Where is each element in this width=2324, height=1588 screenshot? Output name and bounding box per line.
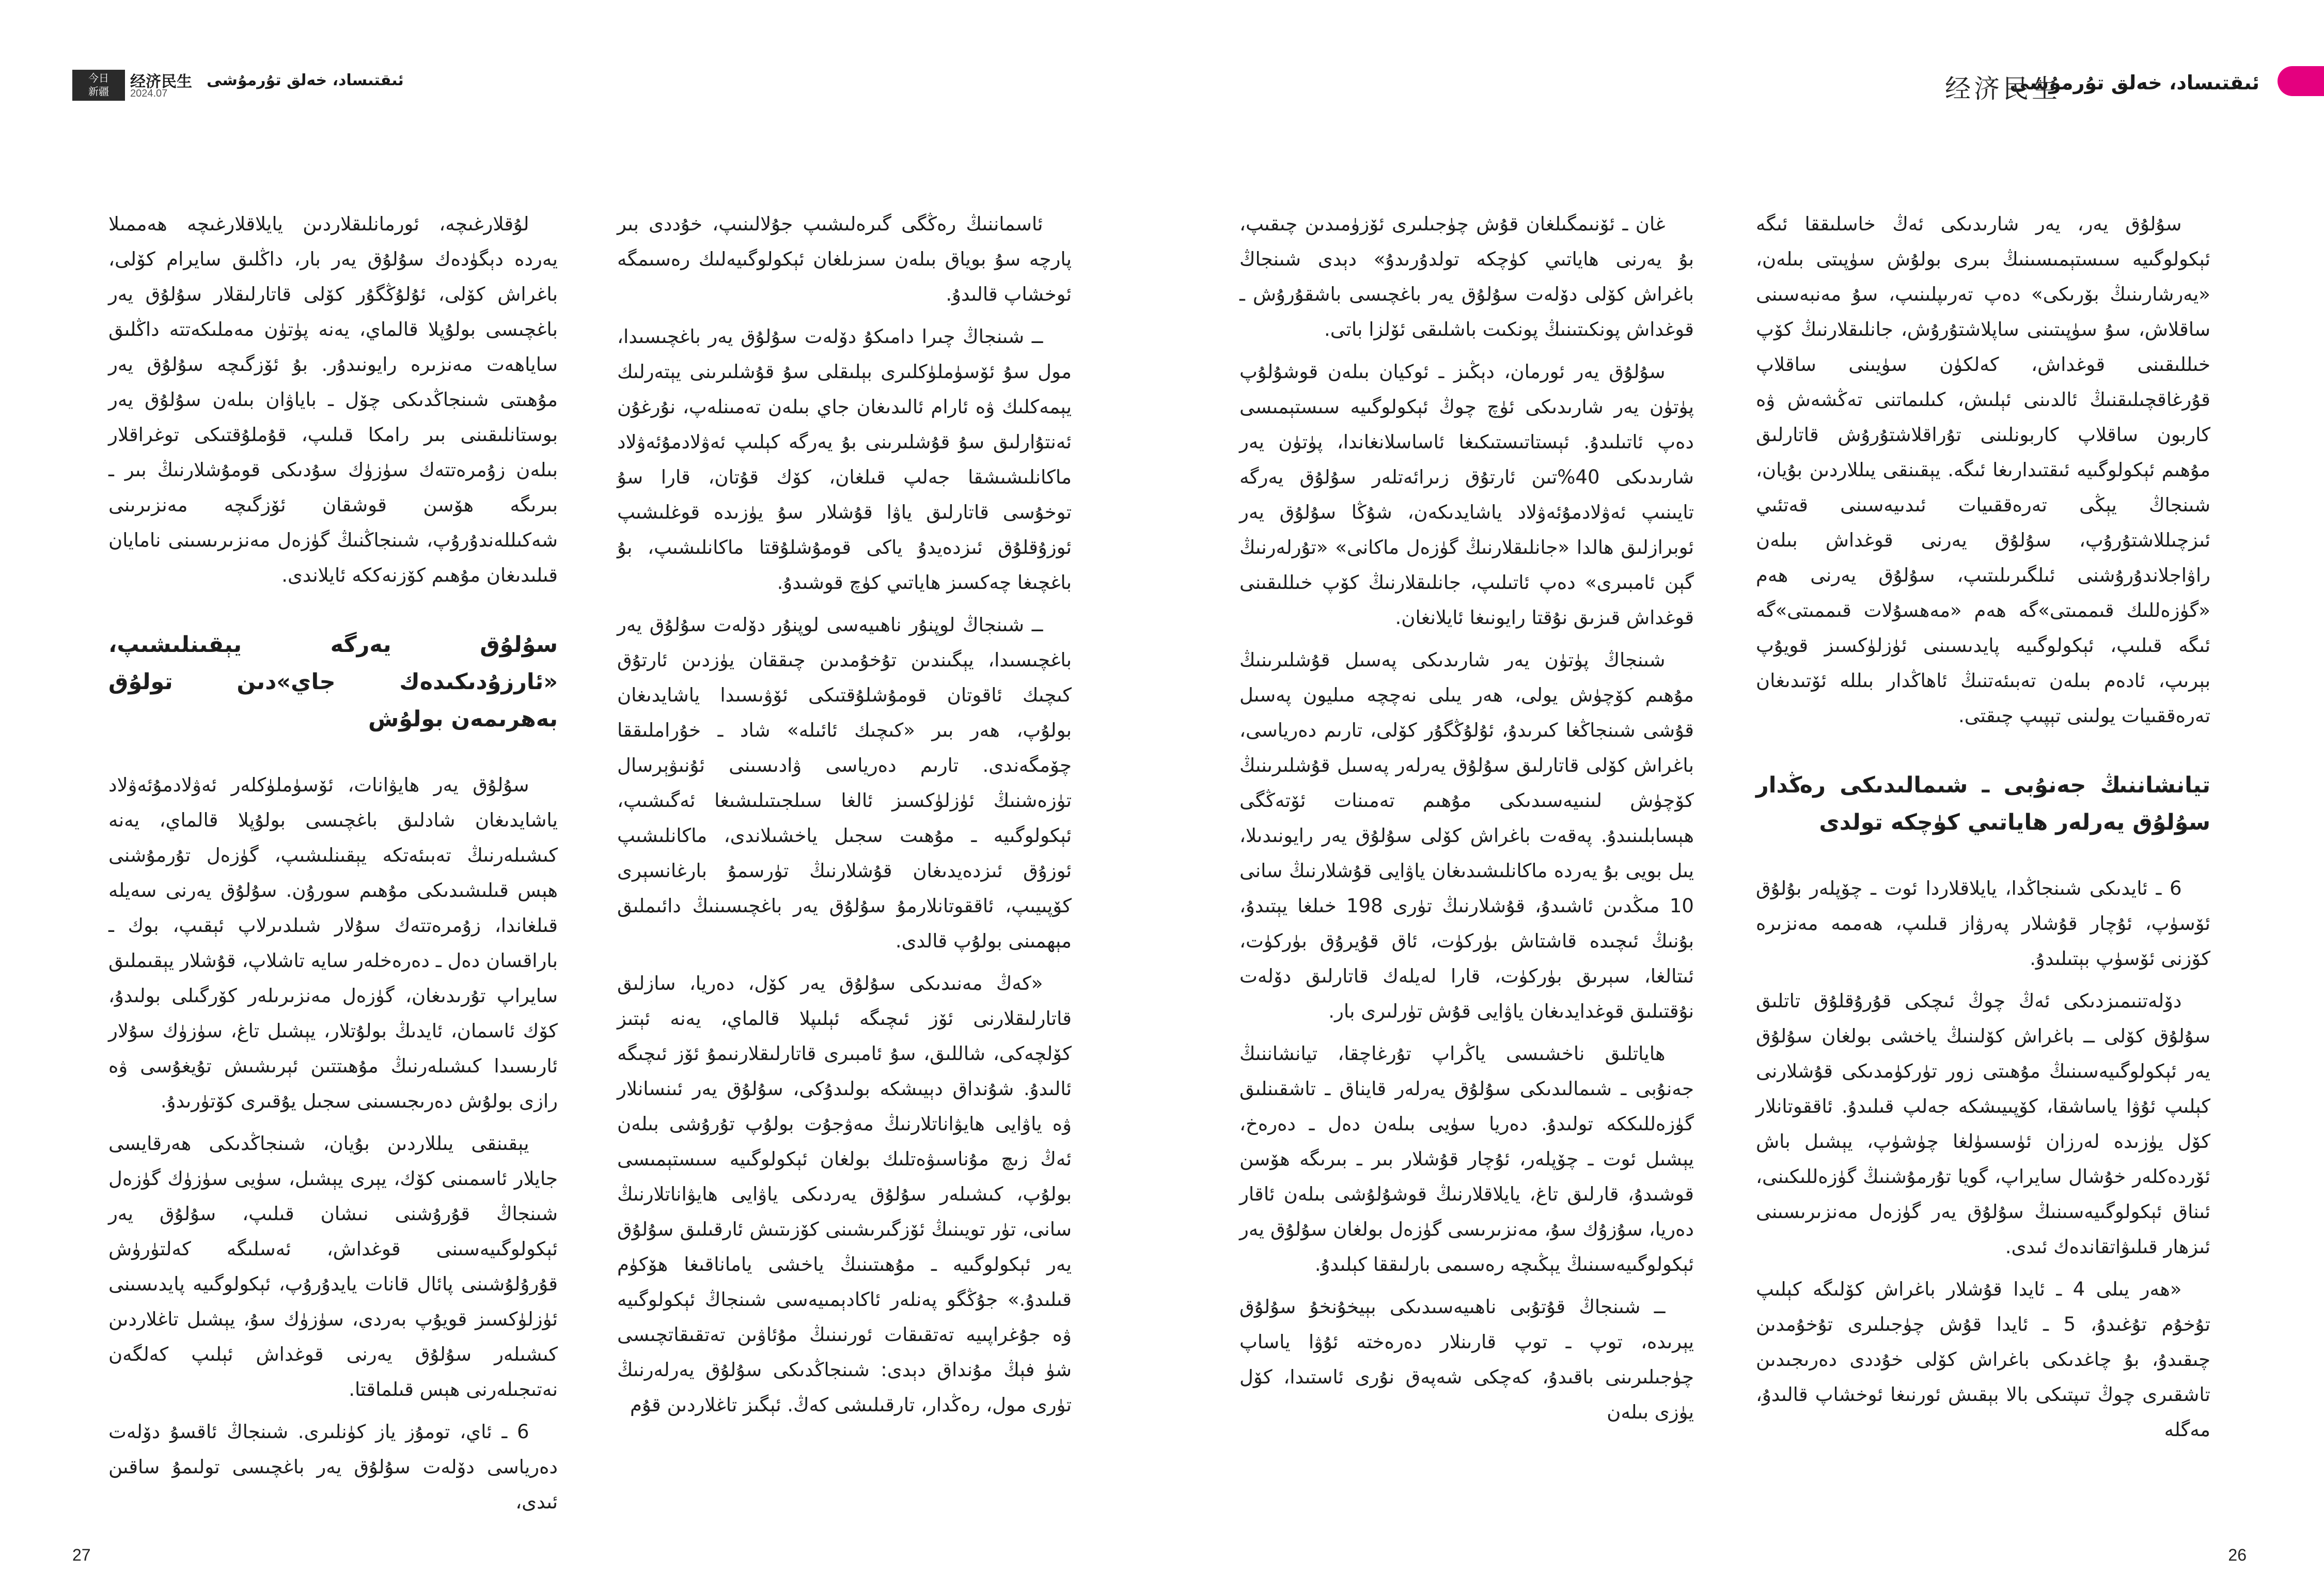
right-page-column-2: [1239, 207, 1694, 1437]
paragraph: دۆلەتنىمىزدىكى ئەڭ چوڭ ئىچكى قۇرۇقلۇق تاتلىق سۇلۇق كۆلى ــ باغراش كۆلىنىڭ ياخشى بولغان سۇلۇق يەر ئېكولوگىيەسىنىڭ مۇھىتى زور تۈركۈمدىكى قۇشلارنى كېلىپ ئۇۋا ياساشقا، كۆپىيىشكە جەلپ قىلىدۇ. ئاققوتانلار كۆل يۈزىدە لەرزان ئۈسسۈلغا چۈشۈپ، يېشىل باش ئۆردەكلەر خۇشال سايراپ، گويا تۇرمۇشنىڭ گۈزەللىكىنى، ئىناق ئېكولوگىيەسىنىڭ سۇلۇق يەر گۈزەل مەنزىرىسىنى ئىزھار قىلىۋاتقاندەك ئىدى.: [1756, 990, 2210, 1258]
logo-line-1: 今日: [88, 73, 109, 84]
left-page-column-2: [108, 207, 558, 1527]
paragraph: سۇلۇق يەر ئورمان، دېڭىز ـ ئوكيان بىلەن قوشۇلۇپ پۈتۈن يەر شارىدىكى ئۈچ چوڭ ئېكولوگىيە سىستېمىسى دەپ ئاتىلىدۇ. ئېستاتىستىكىغا ئاساسلانغاندا، پۈتۈن يەر شارىدىكى 40%تىن ئارتۇق زىرائەتلەر سۇلۇق يەرگە تايىنىپ ئەۋلادمۇئەۋلاد ياشايدىكەن، شۇڭا سۇلۇق يەر ئوبرازلىق ھالدا «جانلىقلارنىڭ گۈزەل ماكانى» «تۇرلەرنىڭ گېن ئامبىرى» دەپ ئاتىلىپ، جانلىقلارنىڭ كۆپ خىللىقىنى قوغداش قىزىق نۇقتا رايونىغا ئايلانغان.: [1239, 361, 1694, 629]
paragraph: سۇلۇق يەر، يەر شارىدىكى ئەڭ خاسلىققا ئىگە ئېكولوگىيە سىستېمىسىنىڭ بىرى بولۇش سۈپىتى بىلەن، «يەرشارىنىڭ بۆرىكى» دەپ تەرىپلىنىپ، سۇ مەنبەسىنى ساقلاش، سۇ سۈپىتىنى ساپلاشتۇرۇش، جانلىقلارنىڭ كۆپ خىللىقىنى قوغداش، كەلكۈن سۈيىنى ساقلاپ قۇرغاقچىلىقنىڭ ئالدىنى ئېلىش، كىلىماتنى تەڭشەش ۋە كاربون ساقلاپ كاربونلىنى تۇراقلاشتۇرۇش قاتارلىق مۇھىم ئېكولوگىيە ئىقتىدارىغا ئىگە. يېقىنقى يىللاردىن بۇيان، شىنجاڭ يېڭى تەرەققىيات ئىدىيەسىنى قەتئىي ئىزچىللاشتۇرۇپ، سۇلۇق يەرنى قوغداش بىلەن راۋاجلاندۇرۇشنى ئىلگىرىلىتىپ، سۇلۇق يەرنى ھەم «گۈزەللىك قىممىتى»گە ھەم «مەھسۇلات قىممىتى»گە ئىگە قىلىپ، ئېكولوگىيە پايدىسىنى ئۈزلۈكسىز قويۇپ بېرىپ، ئادەم بىلەن تەبىئەتنىڭ ئاھاڭدار بىللە ئۆتىدىغان تەرەققىيات يولىنى تېپىپ چىقتى.: [1756, 213, 2210, 727]
paragraph: «كەڭ مەنىدىكى سۇلۇق يەر كۆل، دەريا، سازلىق قاتارلىقلارنى ئۆز ئىچىگە ئېلىپلا قالماي، يەنە ئېتىز كۆلچەكى، شاللىق، سۇ ئامبىرى قاتارلىقلارنىمۇ ئۆز ئىچىگە ئالىدۇ. شۇنداق دېيىشكە بولىدۇكى، سۇلۇق يەر ئىنسانلار ۋە ياۋايى ھايۋاناتلارنىڭ مەۋجۇت بولۇپ تۇرۇشى بىلەن ئەڭ زىچ مۇناسىۋەتلىك بولغان ئېكولوگىيە سىستېمىسى بولۇپ، كىشىلەر سۇلۇق يەردىكى ياۋايى ھايۋاناتلارنىڭ سانى، تۈر تويىنىڭ ئۆزگىرىشىنى كۆزىتىش ئارقىلىق سۇلۇق يەر ئېكولوگىيە ـ مۇھىتىنىڭ ياخشى ياماناقىغا ھۆكۈم قىلىدۇ.» جۇڭگو پەنلەر ئاكادېمىيەسى شىنجاڭ ئېكولوگىيە ۋە جۇغراپىيە تەتقىقات ئورنىنىڭ مۇئاۋىن تەتقىقاتچىسى شۈ فېڭ مۇنداق دېدى: شىنجاڭدىكى سۇلۇق يەرلەرنىڭ تۈرى مول، رەڭدار، تارقىلىشى كەڭ. ئېگىز تاغلاردىن قۇم: [617, 972, 1072, 1416]
paragraph: ــ شىنجاڭ لوپنۇر ناھىيەسى لوپنۇر دۆلەت سۇلۇق يەر باغچىسىدا، يېگىندىن تۇخۇمدىن چىققان يۈزدىن ئارتۇق كىچىك ئاقوتان قومۇشلۇقتىكى ئۆۋىسىدا ياشايدىغان بولۇپ، ھەر بىر «كىچىك ئائىلە» شاد ـ خۇراملىققا چۆمگەندى. تارىم دەرياسى ۋادىسىنى ئۇنىۋېرسال تۈزەشنىڭ ئۈزلۈكسىز ئالغا سىلجىتىلىشىغا ئەگىشىپ، ئېكولوگىيە ـ مۇھىت سجىل ياخشىلاندى، ماكانلىشىپ ئوزۇق ئىزدەيدىغان قۇشلارنىڭ تۈرسمۇ بارغانسېرى كۆپىيىپ، ئاققوتانلارمۇ سۇلۇق يەر باغچىسىنىڭ دائىملىق مېھمىنى بولۇپ قالدى.: [617, 614, 1072, 952]
left-page-column-1: [617, 207, 1072, 1430]
paragraph: غان ـ ئۆنىمگىلغان قۇش چۈجىلىرى ئۆزۈمىدىن چىقىپ، بۇ يەرنى ھاياتىي كۈچكە تولدۇرىدۇ» دېدى شىنجاڭ باغراش كۆلى دۆلەت سۇلۇق يەر باغچىسى باشقۇرۇش ـ قوغداش پونكىتىنىڭ پونكىت باشلىقى ئۆلزا باتى.: [1239, 213, 1694, 340]
paragraph: «ھەر يىلى 4 ـ ئايدا قۇشلار باغراش كۆلىگە كېلىپ تۇخۇم تۇغىدۇ، 5 ـ ئايدا قۇش چۈجىلىرى تۇخۇمدىن چىقىدۇ، بۇ چاغدىكى باغراش كۆلى خۇددى دەرىجىدىن تاشقىرى چوڭ تىپتىكى بالا بېقىش ئورنىغا ئوخشاپ قالىدۇ، مەگلە: [1756, 1278, 2210, 1441]
paragraph: 6 ـ ئايدىكى شىنجاڭدا، يايلاقلاردا ئوت ـ چۆپلەر بۇلۇق ئۆسۈپ، ئۇچار قۇشلار پەرۋاز قىلىپ، ھەممە مەنزىرە كۆزنى ئۆسۈپ بېتىلىدۇ.: [1756, 877, 2210, 970]
paragraph: سۇلۇق يەر ھايۋانات، ئۆسۈملۈكلەر ئەۋلادمۇئەۋلاد ياشايدىغان شادلىق باغچىسى بولۇپلا قالماي، يەنە كىشىلەرنىڭ تەبىئەتكە يېقىنلىشىپ، گۈزەل تۇرمۇشنى ھېس قىلىشىدىكى مۇھىم سورۇن. سۇلۇق يەرنى سەيلە قىلغاندا، زۇمرەتتەك سۇلار شىلدىرلاپ ئېقىپ، بوك ـ باراقسان دەل ـ دەرەخلەر سايە تاشلاپ، قۇشلار يېقىملىق سايراپ تۇرىدىغان، گۈزەل مەنزىرىلەر كۆرگىلى بولىدۇ، كۆك ئاسمان، ئايدىڭ بولۇتلار، يېشىل تاغ، سۈزۈك سۇلار ئارىسىدا كىشىلەرنىڭ مۇھىتتىن ئېرىشىش تۇيغۇسى ۋە رازى بولۇش دەرىجىسىنى سجىل يۇقىرى كۆتۈرىدۇ.: [108, 774, 558, 1112]
right-page-column-1: [1756, 207, 2210, 1455]
section-heading: سۇلۇق يەرگە يېقىنلىشىپ، «ئارزۇدىكىدەك جاي»دىن تولۇق بەھرىمەن بولۇش: [108, 632, 558, 732]
left-header-chinese: 经济民生: [130, 73, 192, 91]
paragraph: 6 ـ ئاي، تومۇز ياز كۈنلىرى. شىنجاڭ ئاقسۇ دۆلەت دەرياسى دۆلەت سۇلۇق يەر باغچىسى تولىمۇ ساقىن ئىدى،: [108, 1421, 558, 1513]
right-header-chinese: 经济民生: [1945, 74, 2061, 104]
left-header-date: 2024.07: [130, 88, 168, 99]
paragraph: ــ شىنجاڭ چىرا دامىكۇ دۆلەت سۇلۇق يەر باغچىسىدا، مول سۇ ئۆسۈملۈكلىرى بېلىقلى سۇ قۇشلىرىنى يېتەرلىك يېمەكلىك ۋە ئارام ئالىدىغان جاي بىلەن تەمىنلەپ، نۇرغۇن ئەنتۇارلىق سۇ قۇشلىرىنى بۇ يەرگە كېلىپ ئەۋلادمۇئەۋلاد ماكانلىشىشقا جەلپ قىلغان، كۆك قۇتان، قارا سۇ توخۇسى قاتارلىق ياۋا قۇشلار سۇ يۈزىدە قوغلىشىپ ئوزۇقلۇق ئىزدەيدۇ ياكى قومۇشلۇقتا ماكانلىشىپ، بۇ باغچىغا چەكسىز ھاياتىي كۈچ قوشىدۇ.: [617, 325, 1072, 594]
left-header-uyghur: ئىقتىساد، خەلق تۇرمۇشى: [207, 71, 404, 89]
header-accent-tab: [2278, 66, 2324, 96]
paragraph: ئاسماننىڭ رەڭگى گىرەلىشىپ جۇلالىنىپ، خۇددى بىر پارچە سۇ بوياق بىلەن سىزىلغان ئېكولوگىيەلىك رەسىمگە ئوخشاپ قالىدۇ.: [617, 213, 1072, 305]
page-number-right: 26: [2228, 1546, 2247, 1564]
logo-line-2: 新疆: [88, 86, 109, 98]
right-header-uyghur: ئىقتىساد، خەلق تۇرمۇشى: [2009, 71, 2259, 94]
paragraph: يېقىنقى يىللاردىن بۇيان، شىنجاڭدىكى ھەرقايسى جايلار ئاسمىنى كۆك، يېرى يېشىل، سۈيى سۈزۈك گۈزەل شىنجاڭ قۇرۇشنى نىشان قىلىپ، سۇلۇق يەر ئېكولوگىيەسىنى قوغداش، ئەسلىگە كەلتۈرۈش قۇرۇلۇشىنى پائال قانات يايدۇرۇپ، ئېكولوگىيە پايدىسىنى ئۈزلۈكسىز قويۇپ بەردى، سۈزۈك سۇ، يېشىل تاغلاردىن كىشىلەر سۇلۇق يەرنى قوغداش ئېلىپ كەلگەن نەتىجىلەرنى ھېس قىلماقتا.: [108, 1132, 558, 1400]
paragraph: شىنجاڭ پۈتۈن يەر شارىدىكى پەسىل قۇشلىرىنىڭ مۇھىم كۆچۈش يولى، ھەر يىلى نەچچە مىليون پەسىل قۇشى شىنجاڭغا كىرىدۇ، ئۇلۇڭگۇر كۆلى، تارىم دەرياسى، باغراش كۆلى قاتارلىق سۇلۇق يەرلەر پەسىل قۇشلىرىنىڭ كۆچۈش لىنىيەسىدىكى مۇھىم تەمىنات ئۆتەڭگى ھېسابلىنىدۇ. پەقەت باغراش كۆلى سۇلۇق يەر رايونىدىلا، يىل بويى بۇ يەردە ماكانلىشىدىغان ياۋايى قۇشلارنىڭ سانى 10 مىڭدىن ئاشىدۇ، قۇشلارنىڭ تۈرى 198 خىلغا يېتىدۇ، بۇنىڭ ئىچىدە قاشتاش بۈركۈت، ئاق قۇيرۇق بۈركۈت، ئىتالغا، سېرىق بۈركۈت، قارا لەيلەك قاتارلىق دۆلەت نۇقتىلىق قوغدايدىغان ياۋايى قۇش تۈرلىرى بار.: [1239, 649, 1694, 1022]
paragraph: لۇقلارغىچە، ئورمانلىقلاردىن يايلاقلارغىچە ھەممىلا يەردە دېگۈدەك سۇلۇق يەر بار، داڭلىق سايرام كۆلى، باغراش كۆلى، ئۇلۇڭگۇر كۆلى قاتارلىقلار سۇلۇق يەر باغچىسى بولۇپلا قالماي، يەنە پۈتۈن مەملىكەتتە داڭلىق ساياھەت مەنزىرە رايونىدۇر. بۇ ئۆزگىچە سۇلۇق يەر مۇھىتى شىنجاڭدىكى چۆل ـ باياۋان بىلەن سۇلۇق يەر بوستانلىقىنى بىر رامكا قىلىپ، قۇملۇقتىكى توغراقلار بىلەن زۇمرەتتەك سۈزۈك سۇدىكى قومۇشلارنىڭ بىر ـ بىرىگە ھۆسن قوشقان ئۆزگىچە مەنزىرىنى شەكىللەندۇرۇپ، شىنجاڭنىڭ گۈزەل مەنزىرىسىنى نامايان قىلىدىغان مۇھىم كۆزنەككە ئايلاندى.: [108, 213, 558, 586]
section-heading: تيانشاننىڭ جەنۇبى ـ شىمالىدىكى رەڭدار سۇلۇق يەرلەر ھاياتىي كۈچكە تولدى: [1756, 772, 2210, 835]
magazine-logo: [72, 70, 125, 101]
paragraph: ھاياتلىق ناخشىسى ياڭراپ تۇرغاچقا، تيانشاننىڭ جەنۇبى ـ شىمالىدىكى سۇلۇق يەرلەر قايناق ـ تاشقىنلىق گۈزەللىككە تولىدۇ. دەريا سۈيى بىلەن دەل ـ دەرەخ، يېشىل ئوت ـ چۆپلەر، ئۇچار قۇشلار بىر ـ بىرىگە ھۆسن قوشىدۇ، قارلىق تاغ، يايلاقلارنىڭ قوشۇلۇشى بىلەن ئاقار دەريا، سۇزۇك سۇ، مەنزىرىسى گۈزەل بولغان سۇلۇق يەر ئېكولوگىيەسىنىڭ يېڭىچە رەسىمى بارلىققا كېلىدۇ.: [1239, 1042, 1694, 1275]
page-number-left: 27: [72, 1546, 91, 1564]
paragraph: ــ شىنجاڭ قۇتۇبى ناھىيەسىدىكى بېيخۇنخۇ سۇلۇق يېرىدە، توپ ـ توپ قارىنلار دەرەختە ئۇۋا ياساپ چۈجىلىرىنى باقىدۇ، كەچكى شەپەق نۇرى ئاستىدا، كۆل يۈزى بىلەن: [1239, 1296, 1694, 1423]
